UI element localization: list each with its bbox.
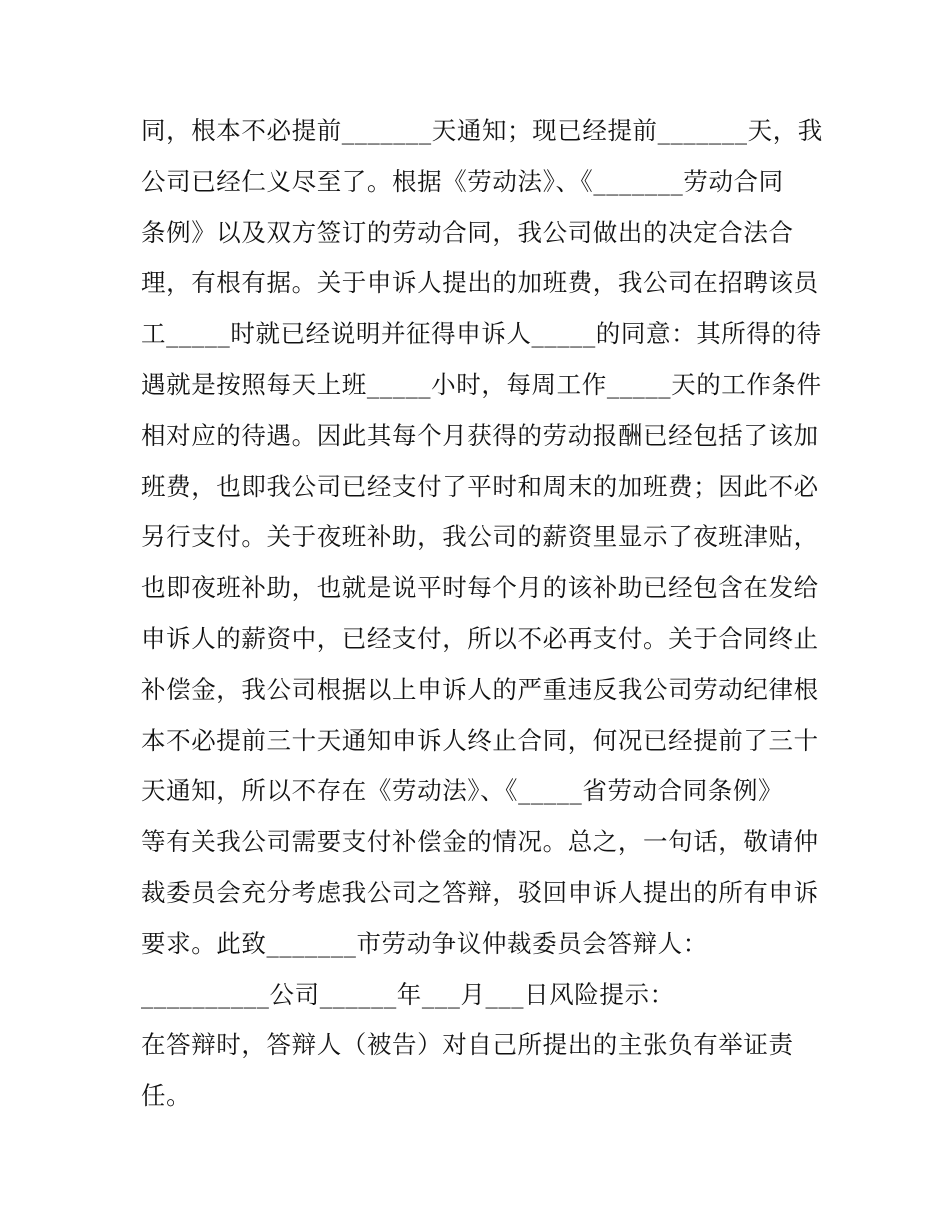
text-line: 理，有根有据。关于申诉人提出的加班费，我公司在招聘该员 [141,268,819,298]
text-line: 本不必提前三十天通知申诉人终止合同，何况已经提前了三十 [141,725,819,755]
document-body [141,106,821,1122]
text-line: 工_____时就已经说明并征得申诉人_____的同意：其所得的待 [141,319,822,349]
text-line: 申诉人的薪资中，已经支付，所以不必再支付。关于合同终止 [141,623,819,653]
text-line: 班费，也即我公司已经支付了平时和周末的加班费；因此不必 [141,471,819,501]
text-line: 条例》以及双方签订的劳动合同，我公司做出的决定合法合 [141,217,794,247]
text-line: 也即夜班补助，也就是说平时每个月的该补助已经包含在发给 [141,573,819,603]
text-line: 天通知，所以不存在《劳动法》、《_____省劳动合同条例》 [141,776,784,806]
text-line: 要求。此致_______市劳动争议仲裁委员会答辩人： [141,928,708,958]
text-line: __________公司______年___月___日风险提示： [141,979,675,1009]
text-line: 相对应的待遇。因此其每个月获得的劳动报酬已经包括了该加 [141,420,819,450]
text-line: 另行支付。关于夜班补助，我公司的薪资里显示了夜班津贴， [141,522,819,552]
text-line: 等有关我公司需要支付补偿金的情况。总之，一句话，敬请仲 [141,827,819,857]
text-line: 同，根本不必提前_______天通知；现已经提前_______天，我 [141,116,823,145]
text-line: 裁委员会充分考虑我公司之答辩，驳回申诉人提出的所有申诉 [141,877,819,907]
text-line: 任。 [141,1081,192,1111]
text-line: 遇就是按照每天上班_____小时，每周工作_____天的工作条件 [141,369,822,399]
text-line: 在答辩时，答辩人（被告）对自己所提出的主张负有举证责 [141,1030,794,1060]
text-line: 补偿金，我公司根据以上申诉人的严重违反我公司劳动纪律根 [141,674,819,704]
text-line: 公司已经仁义尽至了。根据《劳动法》、《_______劳动合同 [141,166,784,196]
